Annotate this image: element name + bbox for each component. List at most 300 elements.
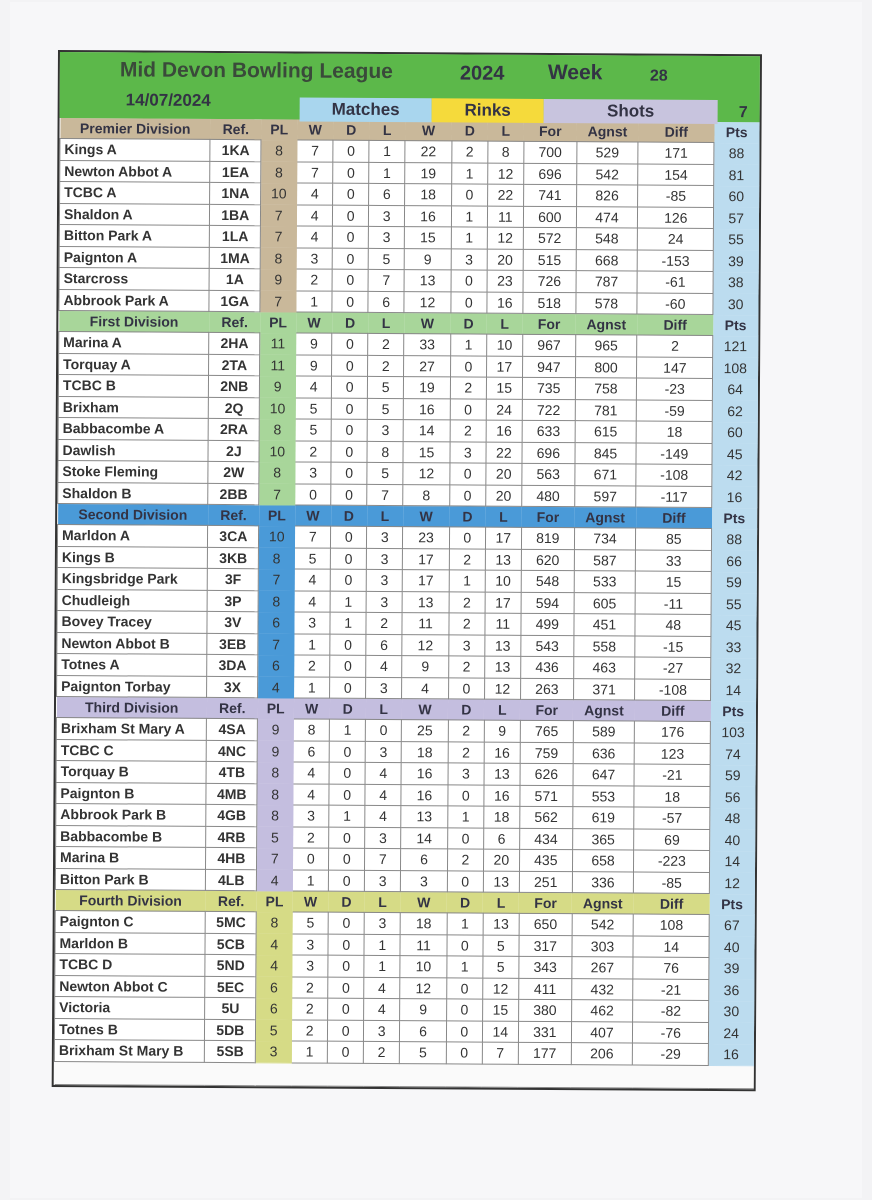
shots-diff: -60 [637, 293, 713, 315]
column-header: L [488, 121, 524, 142]
team-ref: 4GB [206, 804, 257, 826]
shots-for: 562 [520, 806, 573, 828]
shots-diff: -108 [636, 464, 712, 486]
team-ref: 5ND [205, 954, 256, 976]
column-header: Diff [633, 893, 709, 914]
points: 14 [710, 850, 755, 872]
points: 45 [712, 443, 757, 465]
shots-diff: -59 [636, 400, 712, 422]
shots-diff: 69 [634, 829, 710, 851]
shots-for: 518 [523, 292, 576, 314]
rinks-lost: 10 [485, 570, 521, 592]
shots-for: 620 [521, 549, 574, 571]
rinks-won: 6 [401, 849, 448, 871]
match-drawn: 0 [332, 376, 368, 398]
team-ref: 3F [208, 568, 259, 590]
points: 40 [709, 936, 754, 958]
column-header: W [295, 505, 331, 526]
played: 7 [259, 483, 295, 505]
column-header: Agnst [573, 700, 635, 721]
match-lost: 1 [364, 955, 400, 977]
rinks-drawn: 0 [451, 291, 487, 313]
rinks-drawn: 1 [447, 913, 483, 935]
shots-against: 578 [576, 292, 638, 314]
rinks-won: 12 [400, 977, 447, 999]
rinks-drawn: 2 [449, 548, 485, 570]
team-ref: 1A [209, 268, 260, 290]
rinks-drawn: 1 [449, 570, 485, 592]
shots-against: 529 [577, 142, 639, 164]
points: 48 [710, 807, 755, 829]
match-won: 8 [294, 719, 330, 741]
match-lost: 2 [368, 355, 404, 377]
match-drawn: 0 [332, 355, 368, 377]
rinks-lost: 20 [483, 849, 519, 871]
played: 7 [261, 226, 297, 248]
column-header: D [449, 506, 485, 527]
points: 59 [710, 764, 755, 786]
team-name: Bovey Tracey [57, 611, 208, 633]
team-name: Kings A [60, 139, 211, 161]
team-name: Kingsbridge Park [57, 568, 208, 590]
match-drawn: 0 [333, 205, 369, 227]
match-won: 3 [293, 805, 329, 827]
team-name: Shaldon A [59, 203, 210, 225]
column-header: D [452, 120, 488, 141]
team-name: Chudleigh [57, 589, 208, 611]
match-lost: 6 [369, 183, 405, 205]
rinks-lost: 5 [483, 956, 519, 978]
shots-for: 331 [518, 1021, 571, 1043]
shots-against: 615 [575, 421, 637, 443]
team-ref: 4SA [207, 718, 258, 740]
column-header: PL [260, 312, 296, 333]
points: 12 [710, 872, 755, 894]
played: 8 [261, 140, 297, 162]
rinks-won: 27 [404, 355, 451, 377]
match-drawn: 0 [333, 226, 369, 248]
rinks-drawn: 3 [448, 763, 484, 785]
team-ref: 3P [207, 590, 258, 612]
team-ref: 2RA [209, 418, 260, 440]
column-header: L [487, 313, 523, 334]
team-name: Paignton A [59, 246, 210, 268]
column-header: L [483, 892, 519, 913]
team-name: Newton Abbot C [55, 975, 206, 997]
played: 8 [257, 762, 293, 784]
rinks-lost: 8 [488, 141, 524, 163]
shots-for: 563 [522, 463, 575, 485]
team-name: Stoke Fleming [58, 461, 209, 483]
played: 10 [259, 526, 295, 548]
division-name: First Division [59, 311, 210, 333]
shots-for: 515 [523, 249, 576, 271]
rinks-drawn: 0 [448, 677, 484, 699]
match-lost: 3 [366, 569, 402, 591]
team-name: Brixham St Mary A [56, 718, 207, 740]
shots-for: 819 [521, 527, 574, 549]
rinks-lost: 20 [486, 485, 522, 507]
shots-for: 765 [520, 720, 573, 742]
shots-for: 759 [520, 742, 573, 764]
shots-for: 543 [521, 635, 574, 657]
shots-against: 658 [572, 850, 634, 872]
match-won: 3 [294, 612, 330, 634]
rinks-drawn: 1 [448, 806, 484, 828]
team-name: Paignton B [56, 782, 207, 804]
match-lost: 2 [366, 612, 402, 634]
column-header: For [519, 892, 572, 913]
shots-for: 436 [520, 656, 573, 678]
team-name: Bitton Park A [59, 225, 210, 247]
team-name: Torquay B [56, 761, 207, 783]
team-ref: 1EA [210, 161, 261, 183]
column-header: W [404, 313, 451, 334]
shots-against: 587 [574, 549, 636, 571]
rinks-lost: 6 [483, 828, 519, 850]
column-header: Agnst [572, 893, 634, 914]
division-name: Premier Division [60, 118, 211, 139]
table-date: 14/07/2024 [125, 90, 211, 110]
corner-value: 7 [738, 104, 748, 122]
match-won: 4 [293, 762, 329, 784]
match-drawn: 0 [328, 912, 364, 934]
team-ref: 1BA [210, 204, 261, 226]
played: 9 [260, 376, 296, 398]
column-header: Ref. [206, 890, 257, 911]
rinks-won: 16 [401, 784, 448, 806]
team-ref: 1GA [209, 290, 260, 312]
points: 74 [711, 743, 756, 765]
team-name: Newton Abbot B [57, 632, 208, 654]
column-header: D [332, 312, 368, 333]
match-drawn: 0 [328, 1020, 364, 1042]
shots-for: 435 [519, 849, 572, 871]
rinks-drawn: 1 [451, 227, 487, 249]
shots-for: 626 [520, 763, 573, 785]
match-won: 2 [295, 440, 331, 462]
team-ref: 4LB [206, 869, 257, 891]
column-header: Pts [713, 315, 758, 336]
shots-for: 741 [523, 184, 576, 206]
shots-against: 463 [573, 657, 635, 679]
team-ref: 4TB [206, 761, 257, 783]
shots-against: 336 [572, 871, 634, 893]
match-drawn: 0 [329, 827, 365, 849]
match-won: 4 [297, 204, 333, 226]
column-header: L [364, 891, 400, 912]
rinks-lost: 5 [483, 935, 519, 957]
shots-diff: -85 [638, 185, 714, 207]
column-header: Agnst [577, 121, 639, 142]
rinks-drawn: 2 [450, 377, 486, 399]
column-header: For [523, 313, 576, 334]
column-header: W [292, 891, 328, 912]
match-won: 4 [294, 569, 330, 591]
match-won: 9 [296, 354, 332, 376]
shots-diff: 18 [636, 421, 712, 443]
match-lost: 3 [369, 226, 405, 248]
shots-against: 451 [574, 614, 636, 636]
shots-diff: 108 [633, 914, 709, 936]
points: 39 [709, 957, 754, 979]
shots-against: 558 [574, 635, 636, 657]
points: 36 [709, 979, 754, 1001]
shots-for: 600 [523, 206, 576, 228]
rinks-won: 4 [402, 677, 449, 699]
shots-diff: -117 [636, 486, 712, 508]
team-name: Dawlish [58, 439, 209, 461]
match-won: 7 [297, 140, 333, 162]
shots-against: 605 [574, 592, 636, 614]
shots-against: 206 [571, 1043, 633, 1065]
match-won: 4 [294, 590, 330, 612]
match-lost: 3 [365, 827, 401, 849]
played: 10 [259, 397, 295, 419]
team-ref: 3DA [207, 654, 258, 676]
shots-for: 434 [519, 828, 572, 850]
played: 7 [258, 633, 294, 655]
shots-for: 380 [518, 999, 571, 1021]
shots-against: 474 [576, 206, 638, 228]
rinks-lost: 12 [488, 163, 524, 185]
rinks-won: 14 [401, 827, 448, 849]
rinks-drawn: 2 [450, 420, 486, 442]
shots-diff: 147 [637, 357, 713, 379]
points: 39 [714, 250, 759, 272]
points: 66 [712, 550, 757, 572]
points: 81 [714, 164, 759, 186]
shots-for: 251 [519, 871, 572, 893]
team-name: Starcross [59, 268, 210, 290]
team-ref: 5CB [205, 933, 256, 955]
team-name: Brixham [58, 396, 209, 418]
team-name: Babbacombe A [58, 418, 209, 440]
rinks-lost: 16 [484, 742, 520, 764]
played: 8 [257, 783, 293, 805]
team-name: Marina B [56, 847, 207, 869]
played: 8 [258, 590, 294, 612]
team-name: TCBC D [55, 953, 206, 975]
shots-diff: 24 [637, 228, 713, 250]
rinks-won: 8 [403, 484, 450, 506]
match-lost: 3 [367, 548, 403, 570]
match-lost: 4 [364, 977, 400, 999]
shots-for: 263 [520, 678, 573, 700]
match-drawn: 0 [333, 183, 369, 205]
match-won: 2 [292, 1019, 328, 1041]
column-header: L [369, 120, 405, 141]
match-won: 3 [295, 462, 331, 484]
column-header: Diff [635, 700, 711, 721]
team-name: Brixham St Mary B [54, 1039, 205, 1061]
rinks-won: 17 [402, 570, 449, 592]
match-drawn: 0 [329, 762, 365, 784]
rinks-drawn: 0 [451, 184, 487, 206]
match-lost: 1 [364, 934, 400, 956]
points: 60 [714, 186, 759, 208]
rinks-drawn: 2 [452, 141, 488, 163]
match-lost: 7 [368, 269, 404, 291]
rinks-drawn: 0 [447, 827, 483, 849]
match-lost: 5 [368, 376, 404, 398]
shots-diff: -149 [636, 443, 712, 465]
match-drawn: 0 [333, 162, 369, 184]
match-drawn: 0 [331, 548, 367, 570]
match-won: 4 [296, 376, 332, 398]
team-ref: 4HB [206, 847, 257, 869]
rinks-drawn: 2 [448, 720, 484, 742]
match-won: 0 [295, 483, 331, 505]
column-header: L [366, 698, 402, 719]
rinks-won: 19 [405, 162, 452, 184]
shots-diff: 2 [637, 335, 713, 357]
match-drawn: 0 [328, 934, 364, 956]
team-name: Victoria [55, 996, 206, 1018]
match-lost: 4 [365, 762, 401, 784]
played: 8 [256, 912, 292, 934]
week-label: Week [547, 60, 603, 85]
column-header: For [520, 699, 573, 720]
match-drawn: 0 [329, 784, 365, 806]
shots-for: 571 [520, 785, 573, 807]
points: 57 [714, 207, 759, 229]
column-header: W [402, 699, 449, 720]
rinks-won: 17 [403, 548, 450, 570]
points: 121 [713, 336, 758, 358]
team-name: Totnes B [54, 1018, 205, 1040]
match-drawn: 1 [330, 612, 366, 634]
rinks-won: 15 [405, 227, 452, 249]
match-won: 6 [293, 740, 329, 762]
rinks-lost: 16 [486, 420, 522, 442]
shots-diff: -223 [634, 850, 710, 872]
shots-for: 548 [521, 570, 574, 592]
played: 8 [257, 805, 293, 827]
group-shots: Shots [544, 99, 718, 124]
rinks-lost: 15 [482, 999, 518, 1021]
played: 9 [257, 740, 293, 762]
shots-diff: 171 [638, 142, 714, 164]
team-name: Paignton C [55, 910, 206, 932]
column-header: Pts [714, 122, 759, 143]
match-lost: 3 [369, 205, 405, 227]
rinks-drawn: 0 [446, 1020, 482, 1042]
division-name: Third Division [56, 697, 207, 719]
shots-against: 407 [571, 1021, 633, 1043]
rinks-lost: 14 [482, 1021, 518, 1043]
shots-diff: 126 [638, 207, 714, 229]
rinks-lost: 16 [487, 292, 523, 314]
match-drawn: 0 [330, 655, 366, 677]
column-header: Diff [636, 507, 712, 528]
rinks-drawn: 2 [449, 613, 485, 635]
match-won: 2 [292, 976, 328, 998]
shots-diff: -57 [634, 807, 710, 829]
shots-against: 267 [572, 957, 634, 979]
league-table [54, 118, 760, 1089]
played: 8 [260, 247, 296, 269]
match-drawn: 0 [330, 569, 366, 591]
played: 9 [258, 719, 294, 741]
team-name: Kings B [57, 546, 208, 568]
rinks-won: 16 [403, 398, 450, 420]
shots-for: 735 [522, 377, 575, 399]
match-drawn: 0 [333, 140, 369, 162]
rinks-lost: 13 [483, 913, 519, 935]
shots-against: 432 [571, 978, 633, 1000]
shots-for: 177 [518, 1042, 571, 1064]
rinks-lost: 11 [487, 206, 523, 228]
match-lost: 6 [368, 291, 404, 313]
shots-diff: 176 [634, 721, 710, 743]
shots-against: 548 [576, 228, 638, 250]
shots-diff: 154 [638, 164, 714, 186]
column-header: D [333, 120, 369, 141]
match-lost: 4 [365, 784, 401, 806]
shots-diff: -23 [637, 378, 713, 400]
match-drawn: 0 [331, 441, 367, 463]
shots-against: 371 [573, 678, 635, 700]
points: 60 [713, 422, 758, 444]
column-header: Ref. [207, 697, 258, 718]
shots-diff: -85 [634, 872, 710, 894]
shots-for: 700 [524, 141, 577, 163]
shots-diff: -153 [637, 250, 713, 272]
rinks-drawn: 0 [450, 463, 486, 485]
rinks-won: 12 [402, 634, 449, 656]
group-rinks: Rinks [432, 98, 544, 123]
shots-for: 650 [519, 913, 572, 935]
shots-for: 480 [522, 485, 575, 507]
rinks-lost: 13 [484, 656, 520, 678]
match-lost: 5 [367, 398, 403, 420]
points: 55 [712, 593, 757, 615]
team-ref: 3X [207, 676, 258, 698]
team-name: Abbrook Park B [56, 804, 207, 826]
played: 11 [260, 333, 296, 355]
rinks-lost: 13 [485, 549, 521, 571]
rinks-won: 11 [400, 934, 447, 956]
match-won: 2 [296, 269, 332, 291]
match-won: 3 [296, 247, 332, 269]
match-won: 7 [297, 161, 333, 183]
rinks-drawn: 2 [449, 591, 485, 613]
match-lost: 1 [369, 162, 405, 184]
match-drawn: 0 [331, 526, 367, 548]
match-drawn: 0 [328, 1041, 364, 1063]
match-lost: 3 [365, 741, 401, 763]
played: 4 [257, 869, 293, 891]
played: 7 [258, 569, 294, 591]
played: 5 [256, 1019, 292, 1041]
rinks-drawn: 0 [447, 934, 483, 956]
column-header: Ref. [210, 119, 261, 140]
shots-diff: 33 [636, 550, 712, 572]
points: 62 [713, 400, 758, 422]
rinks-won: 9 [402, 656, 449, 678]
shots-for: 726 [523, 270, 576, 292]
column-header: PL [258, 698, 294, 719]
rinks-lost: 13 [484, 763, 520, 785]
rinks-won: 25 [402, 720, 449, 742]
match-won: 2 [293, 826, 329, 848]
team-ref: 3CA [208, 525, 259, 547]
shots-for: 633 [522, 420, 575, 442]
match-won: 1 [293, 869, 329, 891]
team-name: Bitton Park B [55, 868, 206, 890]
rinks-lost: 22 [486, 442, 522, 464]
